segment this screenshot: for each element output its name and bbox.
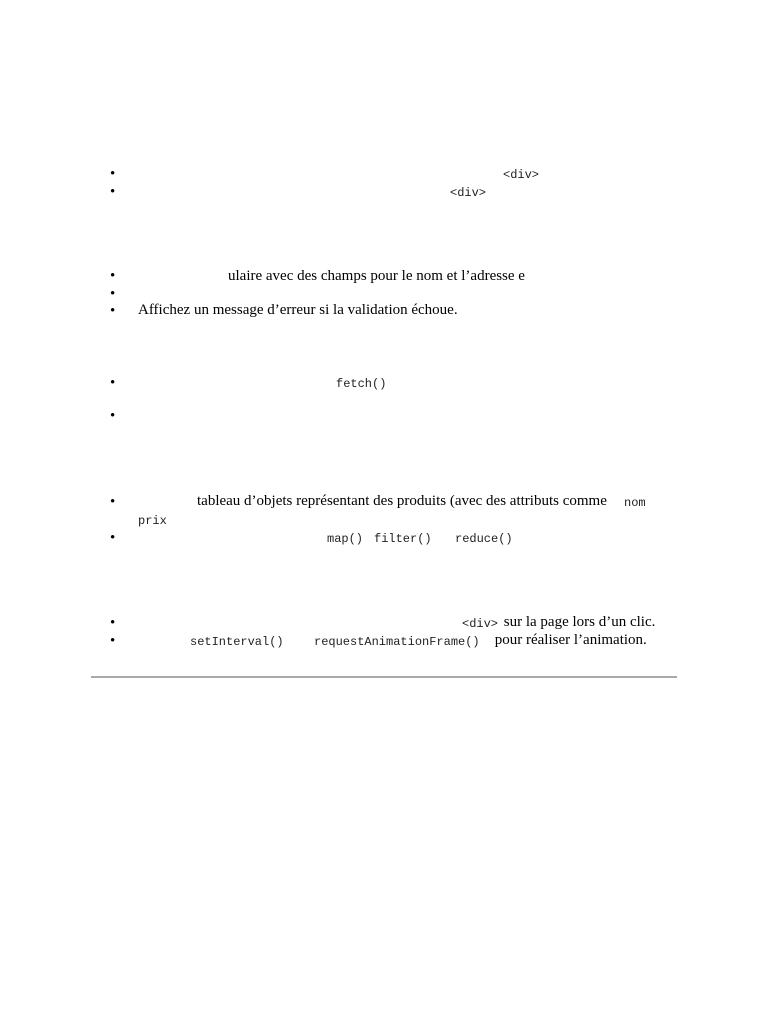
- bullet: •: [110, 375, 116, 391]
- bullet: •: [110, 494, 116, 510]
- bullet: •: [110, 303, 116, 319]
- bullet: •: [110, 615, 116, 631]
- bullet: •: [110, 286, 116, 302]
- bullet: •: [110, 633, 116, 649]
- inline-code-div: <div>: [462, 617, 499, 631]
- bullet: •: [110, 530, 116, 546]
- list-item-text: sur la page lors d’un clic.: [500, 614, 656, 630]
- inline-code-div: <div>: [450, 186, 487, 200]
- bullet: •: [110, 408, 116, 424]
- inline-code-map: map(): [327, 532, 364, 546]
- inline-code-setinterval: setInterval(): [190, 635, 284, 649]
- list-item-text: tableau d’objets représentant des produits (avec des attributs comme: [197, 493, 611, 509]
- bullet: •: [110, 184, 116, 200]
- horizontal-rule: [91, 676, 677, 678]
- inline-code-requestanimationframe: requestAnimationFrame(): [314, 635, 480, 649]
- list-item-text: ulaire avec des champs pour le nom et l’adresse e: [228, 268, 525, 284]
- inline-code-div: <div>: [503, 168, 540, 182]
- list-item-text: pour réaliser l’animation.: [491, 632, 647, 648]
- inline-code-nom: nom: [624, 496, 646, 510]
- inline-code-prix: prix: [138, 514, 167, 528]
- bullet: •: [110, 166, 116, 182]
- list-item-text: Affichez un message d’erreur si la validation échoue.: [138, 302, 458, 318]
- inline-code-filter: filter(): [374, 532, 432, 546]
- inline-code-fetch: fetch(): [336, 377, 387, 391]
- bullet: •: [110, 268, 116, 284]
- inline-code-reduce: reduce(): [455, 532, 513, 546]
